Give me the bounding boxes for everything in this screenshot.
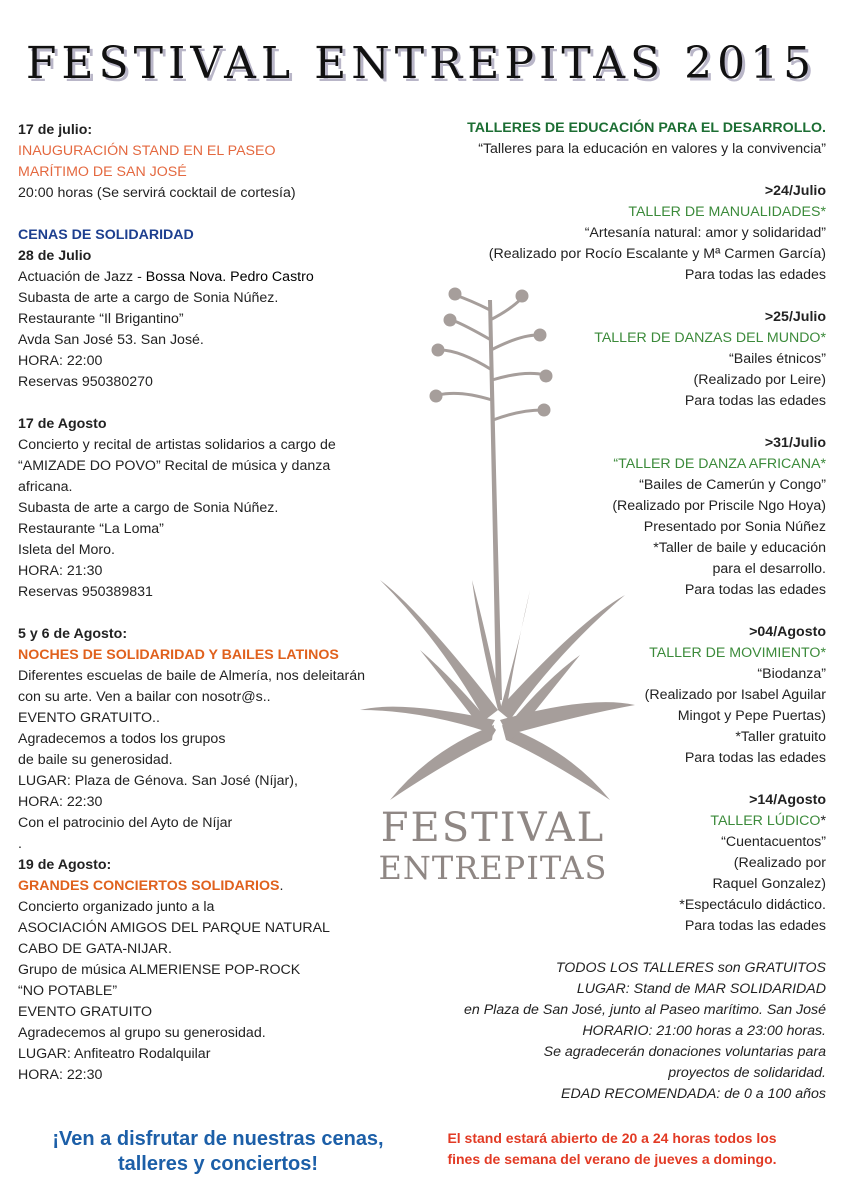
taller-line: para el desarrollo. [712,561,826,577]
taller-line: (Realizado por Isabel Aguilar [644,687,826,703]
taller-line: “Bailes de Camerún y Congo” [639,477,826,493]
info-line: Se agradecerán donaciones voluntarias para [543,1044,826,1060]
info-line: LUGAR: Stand de MAR SOLIDARIDAD [576,981,826,997]
taller-name-suffix: * [820,813,826,829]
info-line: en Plaza de San José, junto al Paseo marítimo. San José [464,1002,826,1018]
noches-line: de baile su generosidad. [18,752,173,768]
agosto17-line: Subasta de arte a cargo de Sonia Núñez. [18,500,279,516]
talleres-column [406,118,826,1105]
agosto17-line: Restaurante “La Loma” [18,521,164,537]
logo-line-2: ENTREPITAS [378,849,608,887]
conciertos-line: ASOCIACIÓN AMIGOS DEL PARQUE NATURAL [18,920,330,936]
taller-name: TALLER LÚDICO [710,813,821,829]
taller-line: Para todas las edades [684,393,826,409]
taller-line: Mingot y Pepe Puertas) [677,708,826,724]
taller-line: *Taller gratuito [735,729,826,745]
cenas-line: Subasta de arte a cargo de Sonia Núñez. [18,290,279,306]
taller-line: “Cuentacuentos” [721,834,826,850]
talleres-subheading: “Talleres para la educación en valores y la convivencia” [478,141,826,157]
taller-line: (Realizado por Leire) [693,372,826,388]
noches-heading: NOCHES DE SOLIDARIDAD Y BAILES LATINOS [18,647,339,663]
logo-line-1: FESTIVAL [380,805,606,851]
taller-line: Para todas las edades [684,582,826,598]
cenas-act-name: Bossa Nova. Pedro Castro [145,269,314,285]
festival-logo [368,805,618,888]
info-line: HORARIO: 21:00 horas a 23:00 horas. [582,1023,826,1039]
noches-date: 5 y 6 de Agosto: [18,626,128,642]
conciertos-line: Concierto organizado junto a la [18,899,215,915]
conciertos-heading-row: GRANDES CONCIERTOS SOLIDARIOS. [18,878,284,894]
info-line: EDAD RECOMENDADA: de 0 a 100 años [561,1086,826,1102]
noches-line: . [18,836,22,852]
agosto17-line: Concierto y recital de artistas solidarios a cargo de [18,437,336,453]
cenas-act-prefix: Actuación de Jazz - [18,269,146,285]
conciertos-line: “NO POTABLE” [18,983,118,999]
conciertos-line: Grupo de música ALMERIENSE POP-ROCK [18,962,301,978]
taller-line: (Realizado por [733,855,826,871]
conciertos-date: 19 de Agosto: [18,857,112,873]
conciertos-line: HORA: 22:30 [18,1067,103,1083]
talleres-heading: TALLERES DE EDUCACIÓN PARA EL DESARROLLO. [467,120,826,136]
taller-line: Para todas las edades [684,267,826,283]
agosto17-line: africana. [18,479,73,495]
footer-left-line: talleres y conciertos! [117,1153,319,1175]
inauguracion-heading-1: INAUGURACIÓN STAND EN EL PASEO [18,143,276,159]
conciertos-line: LUGAR: Anfiteatro Rodalquilar [18,1046,211,1062]
taller-name: TALLER DE MANUALIDADES* [628,204,826,220]
cenas-line: Avda San José 53. San José. [18,332,204,348]
cenas-line: Reservas 950380270 [18,374,153,390]
conciertos-line: EVENTO GRATUITO [18,1004,153,1020]
info-line: TODOS LOS TALLERES son GRATUITOS [555,960,826,976]
noches-line: LUGAR: Plaza de Génova. San José (Níjar), [18,773,298,789]
agosto17-line: HORA: 21:30 [18,563,103,579]
cenas-act [18,267,398,288]
agosto17-line: Isleta del Moro. [18,542,115,558]
footer-left-line: ¡Ven a disfrutar de nuestras cenas, [52,1128,384,1150]
taller-line: (Realizado por Rocío Escalante y Mª Carmen García) [488,246,826,262]
cenas-line: Restaurante “Il Brigantino” [18,311,184,327]
noches-line: HORA: 22:30 [18,794,103,810]
inauguracion-date: 17 de julio: [18,122,93,138]
inauguracion-heading-2: MARÍTIMO DE SAN JOSÉ [18,164,187,180]
taller-line: *Taller de baile y educación [653,540,826,556]
taller-name: TALLER DE DANZAS DEL MUNDO* [594,330,826,346]
noches-line: Diferentes escuelas de baile de Almería, nos deleitarán [18,668,366,684]
info-line: proyectos de solidaridad. [668,1065,826,1081]
taller-date: >04/Agosto [749,624,826,640]
taller-name: TALLER DE MOVIMIENTO* [649,645,826,661]
taller-date: >25/Julio [764,309,826,325]
agosto17-date: 17 de Agosto [18,416,107,432]
taller-line: “Bailes étnicos” [729,351,826,367]
noches-line: con su arte. Ven a bailar con nosotr@s.. [18,689,271,705]
taller-line: Para todas las edades [684,750,826,766]
noches-line: Con el patrocinio del Ayto de Níjar [18,815,233,831]
cenas-heading: CENAS DE SOLIDARIDAD [18,227,194,243]
noches-line: EVENTO GRATUITO.. [18,710,160,726]
conciertos-line: Agradecemos al grupo su generosidad. [18,1025,266,1041]
agosto17-line: Reservas 950389831 [18,584,153,600]
taller-name: “TALLER DE DANZA AFRICANA* [613,456,826,472]
taller-line: Para todas las edades [684,918,826,934]
taller-date: >14/Agosto [749,792,826,808]
footer-right-line: El stand estará abierto de 20 a 24 horas todos los [447,1130,777,1146]
taller-line: (Realizado por Priscile Ngo Hoya) [612,498,826,514]
footer-right-line: fines de semana del verano de jueves a domingo. [447,1151,777,1167]
taller-date: >24/Julio [764,183,826,199]
noches-line: Agradecemos a todos los grupos [18,731,226,747]
taller-date: >31/Julio [764,435,826,451]
cenas-line: HORA: 22:00 [18,353,103,369]
festival-title: FESTIVAL ENTREPITAS 2015 [25,38,817,89]
conciertos-line: CABO DE GATA-NIJAR. [18,941,172,957]
taller-line: Raquel Gonzalez) [712,876,826,892]
footer-invitation [18,1127,418,1177]
footer-schedule [412,1128,812,1170]
taller-line: “Artesanía natural: amor y solidaridad” [584,225,826,241]
conciertos-heading: GRANDES CONCIERTOS SOLIDARIOS [18,878,280,894]
taller-line: Presentado por Sonia Núñez [643,519,826,535]
taller-line: “Biodanza” [757,666,826,682]
events-column [18,120,398,1086]
agosto17-line: “AMIZADE DO POVO” Recital de música y danza [18,458,331,474]
taller-line: *Espectáculo didáctico. [679,897,826,913]
cenas-date: 28 de Julio [18,248,92,264]
inauguracion-time: 20:00 horas (Se servirá cocktail de cortesía) [18,185,296,201]
